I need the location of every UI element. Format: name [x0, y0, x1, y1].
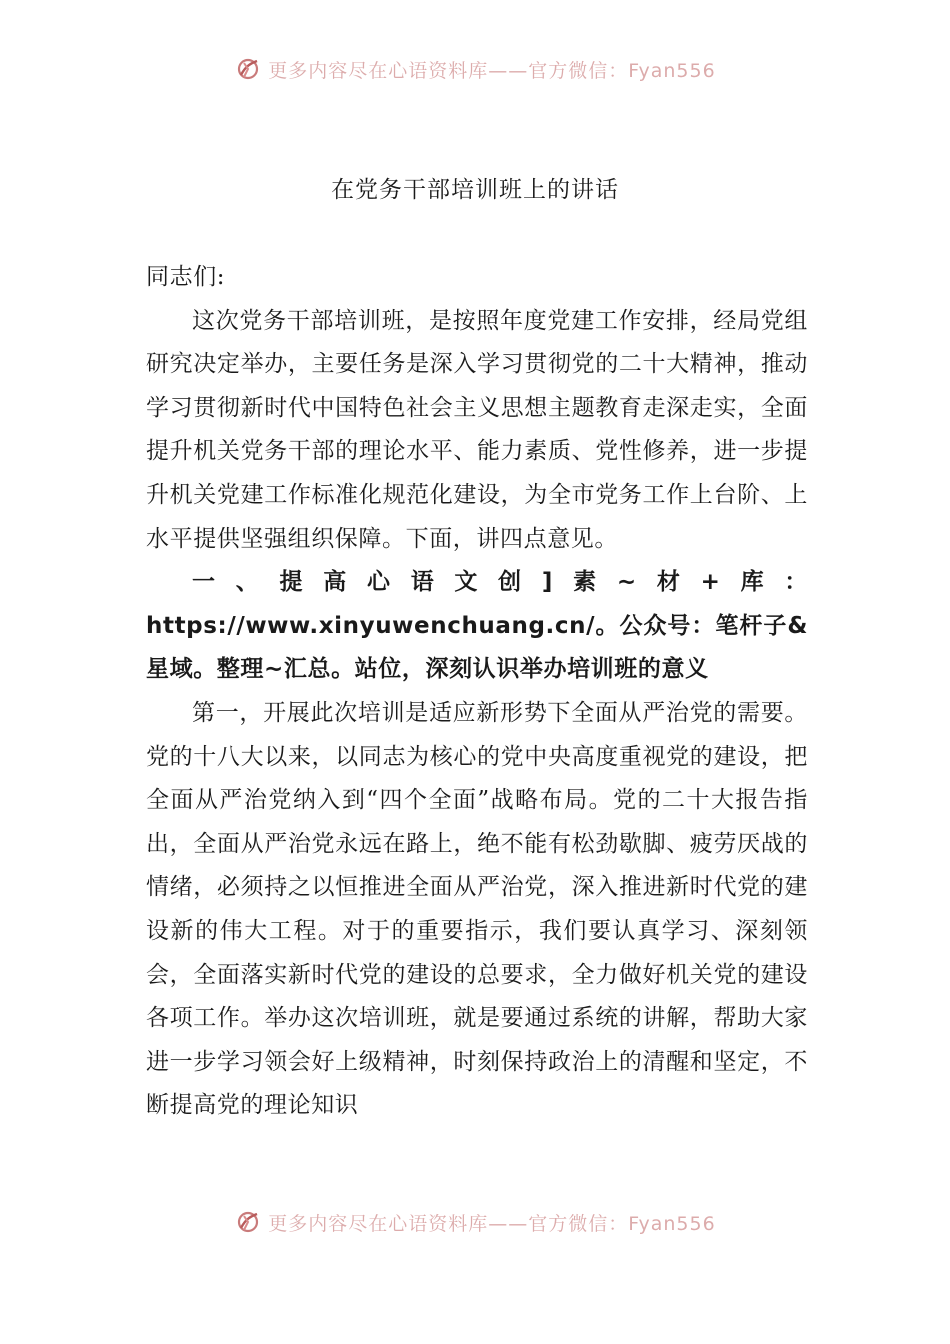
document-title: 在党务干部培训班上的讲话	[331, 177, 619, 203]
header-watermark	[0, 52, 950, 86]
document-body	[146, 256, 808, 1128]
footer-watermark	[0, 1205, 950, 1239]
watermark-text: 更多内容尽在心语资料库——官方微信：Fyan556	[268, 1212, 716, 1235]
intro-paragraph: 这次党务干部培训班，是按照年度党建工作安排，经局党组研究决定举办，主要任务是深入学习贯彻党的二十大精神，推动学习贯彻新时代中国特色社会主义思想主题教育走深走实，全面提升机关党务干部的理论水平、能力素质、党性修养，进一步提升机关党建工作标准化规范化建设，为全市党务工作上台阶、上水平提供坚强组织保障。下面，讲四点意见。	[146, 307, 808, 552]
watermark-logo-icon	[234, 1208, 262, 1236]
section-heading: 一、提高心语文创]素~材+库：https://www.xinyuwenchuang.cn/。公众号：笔杆子&星域。整理~汇总。站位，深刻认识举办培训班的意义	[146, 569, 808, 683]
salutation: 同志们:	[146, 264, 226, 290]
watermark-text: 更多内容尽在心语资料库——官方微信：Fyan556	[268, 59, 716, 82]
body-paragraph: 第一，开展此次培训是适应新形势下全面从严治党的需要。党的十八大以来，以同志为核心的党中央高度重视党的建设，把全面从严治党纳入到“四个全面”战略布局。党的二十大报告指出，全面从严治党永远在路上，绝不能有松劲歇脚、疲劳厌战的情绪，必须持之以恒推进全面从严治党，深入推进新时代党的建设新的伟大工程。对于的重要指示，我们要认真学习、深刻领会，全面落实新时代党的建设的总要求，全力做好机关党的建设各项工作。举办这次培训班，就是要通过系统的讲解，帮助大家进一步学习领会好上级精神，时刻保持政治上的清醒和坚定，不断提高党的理论知识	[146, 699, 808, 1119]
watermark-logo-icon	[234, 55, 262, 83]
